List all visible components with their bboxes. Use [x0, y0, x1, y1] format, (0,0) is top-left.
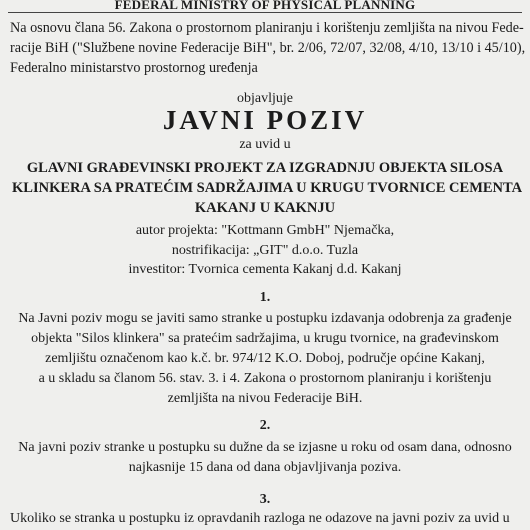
- ministry-header: [0, 0, 530, 12]
- legal-basis-line: Federalno ministarstvo prostornog uređenja: [10, 60, 258, 76]
- section-number: 3.: [259, 492, 271, 507]
- section-line: zemljištu označenom kao k.č. br. 974/12 K.O. Doboj, područje općine Kakanj,: [45, 351, 485, 366]
- header-divider: [8, 12, 522, 13]
- section-line: a u skladu sa članom 56. stav. 3. i 4. Zakona o prostornom planiranju i korištenju: [38, 371, 492, 386]
- section-number: 1.: [259, 290, 271, 305]
- legal-basis-paragraph: [10, 18, 526, 78]
- section-line: objekta "Silos klinkera" sa pratećim sadržajima, u krugu tvornice, na građevinskom: [31, 331, 499, 346]
- notice-heading: JAVNI POZIV: [162, 105, 368, 135]
- section-line: Na javni poziv stranke u postupku su dužne da se izjasne u roku od osam dana, odnosno: [18, 440, 512, 455]
- legal-basis-line: Na osnovu člana 56. Zakona o prostornom planiranju i korištenju zemljišta na nivou Fede-: [10, 20, 524, 36]
- project-title-line: KLINKERA SA PRATEĆIM SADRŽAJIMA U KRUGU TVORNICE CEMENTA: [12, 180, 523, 196]
- section-body: [10, 509, 530, 529]
- project-title: [0, 158, 530, 218]
- section-number: 2.: [259, 418, 271, 433]
- section-body: [0, 309, 530, 409]
- ministry-name: FEDERAL MINISTRY OF PHYSICAL PLANNING: [114, 0, 416, 12]
- section-line: Na Javni poziv mogu se javiti samo stranke u postupku izdavanja odobrenja za građenje: [18, 311, 512, 326]
- section-body: [0, 438, 530, 478]
- project-nostrification: nostrifikacija: „GIT" d.o.o. Tuzla: [171, 243, 359, 258]
- section-line: zemljišta na nivou Federacije BiH.: [167, 391, 363, 406]
- publishes-label: objavljuje: [237, 91, 293, 106]
- project-investor: investitor: Tvornica cementa Kakanj d.d. Kakanj: [128, 262, 402, 277]
- project-title-line: GLAVNI GRAĐEVINSKI PROJEKT ZA IZGRADNJU OBJEKTA SILOSA: [26, 160, 504, 176]
- project-title-line: KAKANJ U KAKNJU: [194, 200, 336, 216]
- notice-subheading: za uvid u: [239, 137, 291, 152]
- section-line: najkasnije 15 dana od dana objavljivanja poziva.: [128, 460, 402, 475]
- legal-basis-line: racije BiH ("Službene novine Federacije BiH", br. 2/06, 72/07, 32/08, 4/10, 13/10 i 45/10),: [10, 40, 526, 56]
- section-line: Ukoliko se stranka u postupku iz opravdanih razloga ne odazove na javni poziv za uvid u: [10, 511, 510, 526]
- project-author: autor projekta: "Kottmann GmbH" Njemačka,: [135, 223, 395, 238]
